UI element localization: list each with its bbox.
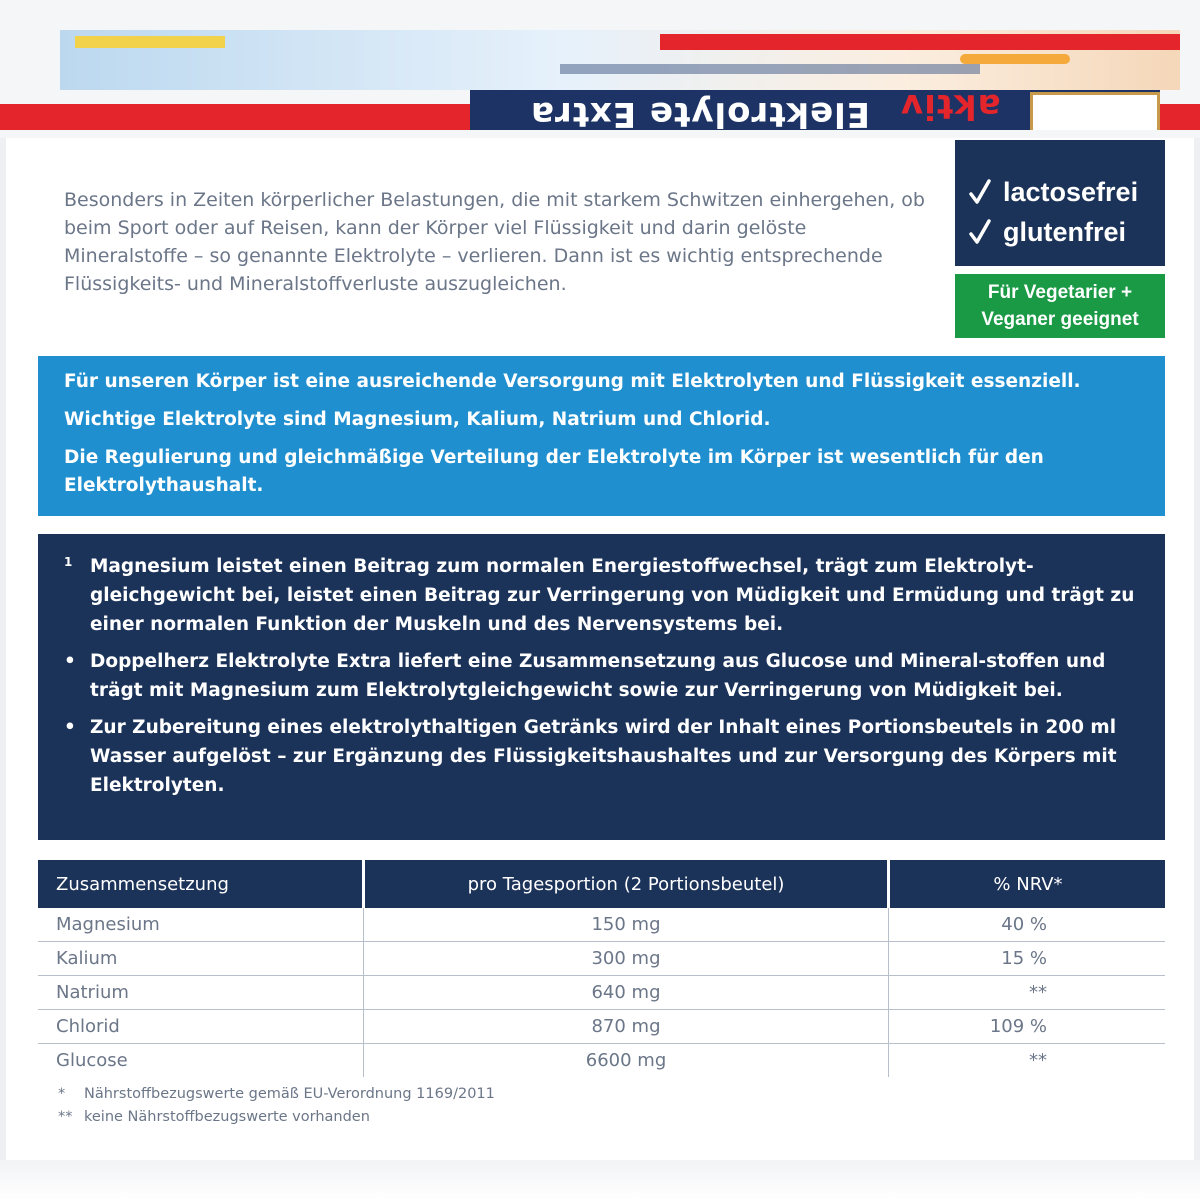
table-row [38, 976, 1165, 1010]
footnote-marker: 1 [64, 555, 73, 569]
bullet-marker: • [64, 651, 76, 672]
nutrient-nrv: ** [889, 976, 1166, 1010]
flap-red-bar [660, 34, 1180, 50]
info-paragraph: Wichtige Elektrolyte sind Magnesium, Kalium, Natrium und Chlorid. [64, 409, 771, 430]
nutrient-name: Chlorid [38, 1010, 364, 1044]
bullet-marker: • [64, 717, 76, 738]
box-edge-left [0, 130, 6, 1165]
nutrient-amount: 6600 mg [364, 1044, 889, 1078]
claim-item [64, 552, 1145, 639]
top-flap [0, 0, 1200, 138]
claim-text: Doppelherz Elektrolyte Extra liefert eine Zusammensetzung aus Glucose und Mineral-stoffen und trägt mit Magnesium zum Elektrolytgleichgewicht sowie zur Verringerung von Müdigkeit bei. [90, 651, 1106, 701]
box-bottom-shadow [0, 1160, 1200, 1200]
table-row [38, 908, 1165, 942]
vegan-badge-line-2: Veganer geeignet [981, 309, 1139, 330]
free-from-badge [955, 140, 1165, 266]
footnote [58, 1106, 495, 1129]
claim-item [64, 647, 1145, 705]
info-paragraph: Für unseren Körper ist eine ausreichende Versorgung mit Elektrolyten und Flüssigkeit essenziell. [64, 371, 1081, 392]
flap-logo-frame [1030, 92, 1160, 130]
table-row [38, 1010, 1165, 1044]
electrolyte-info-panel [38, 356, 1165, 516]
table-row [38, 942, 1165, 976]
box-edge-right [1194, 130, 1200, 1165]
header-nrv: % NRV* [889, 860, 1166, 908]
badge-label: glutenfrei [1003, 217, 1127, 247]
intro-text: Besonders in Zeiten körperlicher Belastungen, die mit starkem Schwitzen einhergehen, ob beim Sport oder auf Reisen, kann der Körper viel Flüssigkeit und darin gelöste Mineralstoffe – so genannte Elektrolyte – verlieren. Dann ist es wichtig entsprechende Flüssigkeits- und Mineralstoffverluste auszugleichen. [64, 189, 925, 295]
claim-text: Zur Zubereitung eines elektrolythaltigen Getränks wird der Inhalt eines Portionsbeutels in 200 ml Wasser aufgelöst – zur Ergänzung des Flüssigkeitshaushaltes und zur Versorgung des Körpers mit Elektrolyten. [90, 717, 1117, 796]
nutrient-name: Natrium [38, 976, 364, 1010]
nutrient-nrv: ** [889, 1044, 1166, 1078]
nutrient-amount: 870 mg [364, 1010, 889, 1044]
flap-yellow-bar [75, 36, 225, 48]
badge-label: lactosefrei [1003, 177, 1139, 207]
flap-brand-text-2: Elektrolyte Extra [530, 94, 871, 134]
footnote-text: Nährstoffbezugswerte gemäß EU-Verordnung 1169/2011 [84, 1086, 495, 1102]
nutrient-name: Magnesium [38, 908, 364, 942]
badge-lactosefrei [969, 172, 1165, 212]
vegan-badge-line-1: Für Vegetarier + [987, 282, 1133, 303]
footnote-marker: ** [58, 1109, 73, 1125]
nutrient-name: Kalium [38, 942, 364, 976]
info-paragraph: Die Regulierung und gleichmäßige Verteilung der Elektrolyte im Körper ist wesentlich für den Elektrolythaushalt. [64, 447, 1044, 496]
table-header-row [38, 860, 1165, 908]
flap-orange-bar [960, 54, 1070, 64]
checkmark-icon [969, 218, 991, 246]
nutrient-amount: 640 mg [364, 976, 889, 1010]
flap-subtitle-line [560, 64, 980, 74]
flap-brand-text-1: aktiv [900, 86, 1001, 126]
nutrient-amount: 300 mg [364, 942, 889, 976]
nutrient-name: Glucose [56, 1050, 128, 1071]
nutrient-nrv: 15 % [889, 942, 1166, 976]
footnote-marker: * [58, 1086, 66, 1102]
footnotes [58, 1083, 495, 1129]
nutrient-amount: 150 mg [364, 908, 889, 942]
nutrient-nrv: 40 % [889, 908, 1166, 942]
nutrition-table [38, 860, 1165, 1077]
checkmark-icon [969, 178, 991, 206]
vegan-badge [955, 274, 1165, 338]
claims-panel [38, 534, 1165, 840]
footnote-text: keine Nährstoffbezugswerte vorhanden [84, 1109, 370, 1125]
header-composition: Zusammensetzung [38, 860, 364, 908]
nutrient-nrv: 109 % [889, 1010, 1166, 1044]
badge-glutenfrei [969, 212, 1165, 252]
claim-text: Magnesium leistet einen Beitrag zum normalen Energiestoffwechsel, trägt zum Elektrolyt-gleichgewicht bei, leistet einen Beitrag zur Verringerung von Müdigkeit und Ermüdung und trägt zu einer normalen Funktion der Muskeln und des Nervensystems bei. [90, 556, 1135, 635]
header-daily-portion: pro Tagesportion (2 Portionsbeutel) [364, 860, 889, 908]
claim-item [64, 713, 1145, 800]
footnote [58, 1083, 495, 1106]
table-row [38, 1044, 1165, 1078]
